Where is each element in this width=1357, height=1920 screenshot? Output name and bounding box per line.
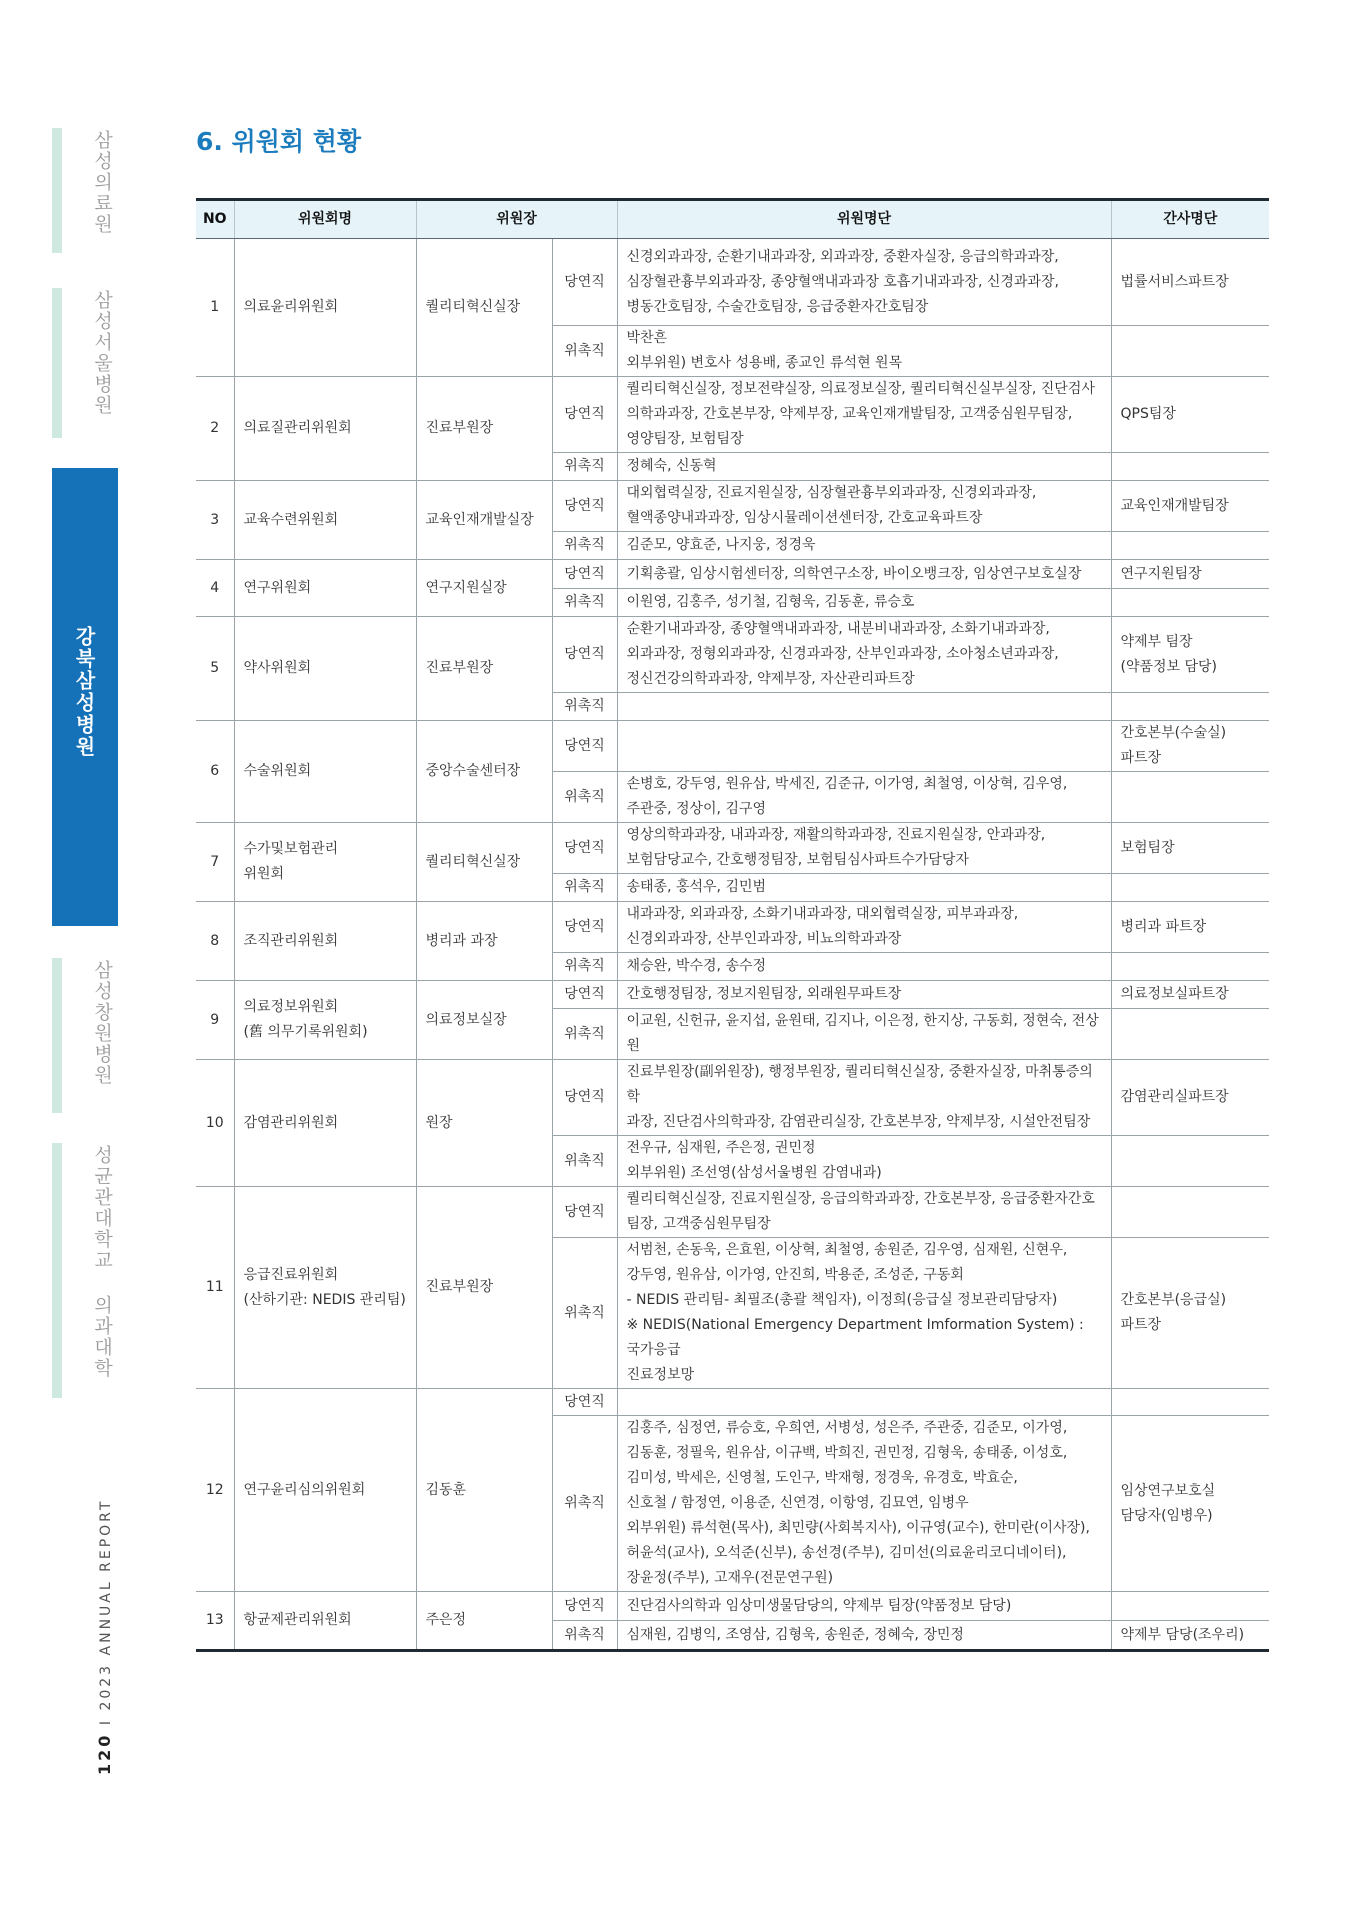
table-row — [196, 1060, 1269, 1136]
table-row — [196, 239, 1269, 326]
cell-chair: 원장 — [416, 1060, 552, 1187]
cell-secretary-appointed — [1111, 1136, 1269, 1187]
sidebar-item-samsung-seoul[interactable] — [52, 288, 118, 438]
cell-type-ex-officio: 당연직 — [552, 823, 617, 874]
sidebar-bar — [52, 1143, 62, 1398]
table-body — [196, 239, 1269, 1651]
table-row — [196, 617, 1269, 693]
cell-secretary-ex-officio — [1111, 1389, 1269, 1416]
cell-committee-name: 조직관리위원회 — [234, 902, 416, 981]
cell-secretary-appointed — [1111, 953, 1269, 981]
cell-chair: 진료부원장 — [416, 1187, 552, 1389]
sidebar-item-label: 삼성서울병원 — [91, 290, 113, 416]
cell-committee-name: 수가및보험관리 위원회 — [234, 823, 416, 902]
cell-no: 6 — [196, 721, 234, 823]
cell-members-ex-officio — [617, 721, 1111, 772]
table-row — [196, 1592, 1269, 1621]
cell-type-ex-officio: 당연직 — [552, 481, 617, 532]
header-members: 위원명단 — [617, 200, 1111, 239]
cell-type-ex-officio: 당연직 — [552, 377, 617, 453]
cell-committee-name: 연구윤리심의위원회 — [234, 1389, 416, 1592]
cell-secretary-appointed — [1111, 772, 1269, 823]
footer-page-report — [95, 1499, 114, 1775]
cell-secretary-appointed — [1111, 1009, 1269, 1060]
sidebar-item-samsung-changwon[interactable] — [52, 958, 118, 1113]
sidebar-item-label: 삼성창원병원 — [91, 960, 113, 1086]
cell-type-ex-officio: 당연직 — [552, 1592, 617, 1621]
cell-chair: 진료부원장 — [416, 617, 552, 721]
cell-type-appointed: 위촉직 — [552, 874, 617, 902]
cell-members-appointed: 채승완, 박수경, 송수정 — [617, 953, 1111, 981]
cell-no: 9 — [196, 981, 234, 1060]
cell-no: 13 — [196, 1592, 234, 1651]
cell-secretary-ex-officio: 약제부 팀장 (약품정보 담당) — [1111, 617, 1269, 693]
cell-committee-name: 응급진료위원회 (산하기관: NEDIS 관리팀) — [234, 1187, 416, 1389]
cell-no: 7 — [196, 823, 234, 902]
cell-secretary-appointed: 간호본부(응급실) 파트장 — [1111, 1238, 1269, 1389]
cell-type-appointed: 위촉직 — [552, 326, 617, 377]
header-no: NO — [196, 200, 234, 239]
sidebar-item-samsung-medical-center[interactable] — [52, 128, 118, 253]
table-header-row — [196, 200, 1269, 239]
cell-secretary-ex-officio — [1111, 1187, 1269, 1238]
table-row — [196, 823, 1269, 874]
cell-secretary-appointed — [1111, 874, 1269, 902]
cell-secretary-ex-officio: 감염관리실파트장 — [1111, 1060, 1269, 1136]
cell-chair: 진료부원장 — [416, 377, 552, 481]
cell-members-ex-officio: 간호행정팀장, 정보지원팀장, 외래원무파트장 — [617, 981, 1111, 1009]
cell-chair: 주은정 — [416, 1592, 552, 1651]
cell-members-ex-officio: 내과과장, 외과과장, 소화기내과과장, 대외협력실장, 피부과과장, 신경외과과장, 산부인과과장, 비뇨의학과과장 — [617, 902, 1111, 953]
cell-type-appointed: 위촉직 — [552, 693, 617, 721]
cell-no: 11 — [196, 1187, 234, 1389]
cell-type-appointed: 위촉직 — [552, 953, 617, 981]
cell-type-ex-officio: 당연직 — [552, 1389, 617, 1416]
cell-chair: 퀄리티혁신실장 — [416, 823, 552, 902]
cell-chair: 의료정보실장 — [416, 981, 552, 1060]
cell-no: 3 — [196, 481, 234, 560]
cell-type-appointed: 위촉직 — [552, 1009, 617, 1060]
sidebar-item-skku-medicine[interactable] — [52, 1143, 118, 1398]
cell-members-appointed: 서범천, 손동욱, 은효원, 이상혁, 최철영, 송원준, 김우영, 심재원, 신현우, 강두영, 원유삼, 이가영, 안진희, 박용준, 조성준, 구동회 - NEDIS 관리팀- 최필조(총괄 책임자), 이정희(응급실 정보관리담당자) ※ NEDIS(National Emergency Department Imformation System) : 국가응급 진료정보망 — [617, 1238, 1111, 1389]
cell-type-ex-officio: 당연직 — [552, 981, 617, 1009]
table-row — [196, 1389, 1269, 1416]
cell-no: 8 — [196, 902, 234, 981]
cell-members-appointed: 송태종, 홍석우, 김민범 — [617, 874, 1111, 902]
table-row — [196, 481, 1269, 532]
committee-table — [196, 198, 1269, 1652]
cell-members-ex-officio: 퀄리티혁신실장, 진료지원실장, 응급의학과과장, 간호본부장, 응급중환자간호 팀장, 고객중심원무팀장 — [617, 1187, 1111, 1238]
cell-members-appointed: 심재원, 김병익, 조영삼, 김형욱, 송원준, 정혜숙, 장민정 — [617, 1621, 1111, 1651]
cell-secretary-appointed — [1111, 532, 1269, 560]
cell-members-appointed: 김홍주, 심정연, 류승호, 우희연, 서병성, 성은주, 주관중, 김준모, 이가영, 김동훈, 정필욱, 원유삼, 이규백, 박희진, 권민정, 김형욱, 송태종, 이성호, 김미성, 박세은, 신영철, 도인구, 박재형, 정경욱, 유경호, 박효순, 신호철 / 함정연, 이용준, 신연경, 이항영, 김묘연, 임병우 외부위원) 류석현(목사), 최민량(사회복지사), 이규영(교수), 한미란(이사장), 허윤석(교사), 오석준(신부), 송선경(주부), 김미선(의료윤리코디네이터), 장윤정(주부), 고재우(전문연구원) — [617, 1416, 1111, 1592]
cell-committee-name: 연구위원회 — [234, 560, 416, 617]
cell-secretary-ex-officio: QPS팀장 — [1111, 377, 1269, 453]
cell-type-ex-officio: 당연직 — [552, 1187, 617, 1238]
cell-no: 1 — [196, 239, 234, 377]
cell-no: 12 — [196, 1389, 234, 1592]
cell-secretary-ex-officio — [1111, 1592, 1269, 1621]
cell-members-ex-officio: 기획총괄, 임상시험센터장, 의학연구소장, 바이오뱅크장, 임상연구보호실장 — [617, 560, 1111, 589]
cell-committee-name: 의료윤리위원회 — [234, 239, 416, 377]
cell-members-ex-officio: 순환기내과과장, 종양혈액내과과장, 내분비내과과장, 소화기내과과장, 외과과장, 정형외과과장, 신경과과장, 산부인과과장, 소아청소년과과장, 정신건강의학과과장, 약제부장, 자산관리파트장 — [617, 617, 1111, 693]
sidebar-bar — [52, 288, 62, 438]
cell-type-ex-officio: 당연직 — [552, 721, 617, 772]
cell-members-appointed: 이교원, 신헌규, 윤지섭, 윤원태, 김지나, 이은정, 한지상, 구동회, 정현숙, 전상원 — [617, 1009, 1111, 1060]
cell-members-ex-officio: 신경외과과장, 순환기내과과장, 외과과장, 중환자실장, 응급의학과과장, 심장혈관흉부외과과장, 종양혈액내과과장 호흡기내과과장, 신경과과장, 병동간호팀장, 수술간호팀장, 응급중환자간호팀장 — [617, 239, 1111, 326]
header-secretary: 간사명단 — [1111, 200, 1269, 239]
report-name: 2023 ANNUAL REPORT — [98, 1498, 114, 1711]
cell-members-ex-officio: 진단검사의학과 임상미생물담당의, 약제부 팀장(약품정보 담당) — [617, 1592, 1111, 1621]
cell-secretary-ex-officio: 법률서비스파트장 — [1111, 239, 1269, 326]
cell-members-appointed — [617, 693, 1111, 721]
cell-no: 5 — [196, 617, 234, 721]
cell-members-appointed: 이원영, 김홍주, 성기철, 김형욱, 김동훈, 류승호 — [617, 589, 1111, 617]
cell-type-appointed: 위촉직 — [552, 1238, 617, 1389]
cell-type-appointed: 위촉직 — [552, 453, 617, 481]
cell-secretary-ex-officio: 간호본부(수술실) 파트장 — [1111, 721, 1269, 772]
page-title: 6. 위원회 현황 — [196, 127, 362, 156]
cell-members-ex-officio: 퀄리티혁신실장, 정보전략실장, 의료정보실장, 퀄리티혁신실부실장, 진단검사 의학과과장, 간호본부장, 약제부장, 교육인재개발팀장, 고객중심원무팀장, 영양팀장, 보험팀장 — [617, 377, 1111, 453]
sidebar-item-label: 강북삼성병원 — [72, 626, 96, 758]
cell-no: 4 — [196, 560, 234, 617]
cell-secretary-appointed — [1111, 589, 1269, 617]
cell-no: 10 — [196, 1060, 234, 1187]
cell-secretary-ex-officio: 의료정보실파트장 — [1111, 981, 1269, 1009]
cell-members-appointed: 박찬흔 외부위원) 변호사 성용배, 종교인 류석현 원목 — [617, 326, 1111, 377]
table-row — [196, 1187, 1269, 1238]
cell-type-ex-officio: 당연직 — [552, 239, 617, 326]
cell-type-appointed: 위촉직 — [552, 1416, 617, 1592]
cell-secretary-appointed — [1111, 693, 1269, 721]
cell-no: 2 — [196, 377, 234, 481]
footer-separator: I — [98, 1718, 114, 1726]
cell-members-appointed: 전우규, 심재원, 주은정, 권민정 외부위원) 조선영(삼성서울병원 감염내과) — [617, 1136, 1111, 1187]
header-chair: 위원장 — [416, 200, 617, 239]
table-row — [196, 377, 1269, 453]
cell-secretary-appointed — [1111, 326, 1269, 377]
cell-secretary-ex-officio: 연구지원팀장 — [1111, 560, 1269, 589]
cell-members-ex-officio — [617, 1389, 1111, 1416]
cell-type-ex-officio: 당연직 — [552, 1060, 617, 1136]
cell-chair: 교육인재개발실장 — [416, 481, 552, 560]
cell-chair: 퀄리티혁신실장 — [416, 239, 552, 377]
cell-committee-name: 항균제관리위원회 — [234, 1592, 416, 1651]
cell-type-ex-officio: 당연직 — [552, 902, 617, 953]
cell-members-ex-officio: 대외협력실장, 진료지원실장, 심장혈관흉부외과과장, 신경외과과장, 혈액종양내과과장, 임상시뮬레이션센터장, 간호교육파트장 — [617, 481, 1111, 532]
cell-members-appointed: 손병호, 강두영, 원유삼, 박세진, 김준규, 이가영, 최철영, 이상혁, 김우영, 주관중, 정상이, 김구영 — [617, 772, 1111, 823]
cell-committee-name: 의료질관리위원회 — [234, 377, 416, 481]
cell-secretary-ex-officio: 병리과 파트장 — [1111, 902, 1269, 953]
sidebar-bar — [52, 958, 62, 1113]
cell-chair: 병리과 과장 — [416, 902, 552, 981]
cell-members-ex-officio: 진료부원장(副위원장), 행정부원장, 퀄리티혁신실장, 중환자실장, 마취통증의학 과장, 진단검사의학과장, 감염관리실장, 간호본부장, 약제부장, 시설안전팀장 — [617, 1060, 1111, 1136]
cell-chair: 연구지원실장 — [416, 560, 552, 617]
table-row — [196, 902, 1269, 953]
page-number: 120 — [95, 1732, 114, 1775]
cell-type-ex-officio: 당연직 — [552, 617, 617, 693]
cell-type-appointed: 위촉직 — [552, 532, 617, 560]
header-committee-name: 위원회명 — [234, 200, 416, 239]
cell-type-appointed: 위촉직 — [552, 589, 617, 617]
cell-type-appointed: 위촉직 — [552, 772, 617, 823]
cell-members-appointed: 정혜숙, 신동혁 — [617, 453, 1111, 481]
cell-committee-name: 약사위원회 — [234, 617, 416, 721]
cell-members-appointed: 김준모, 양효준, 나지웅, 정경욱 — [617, 532, 1111, 560]
cell-type-ex-officio: 당연직 — [552, 560, 617, 589]
cell-committee-name: 수술위원회 — [234, 721, 416, 823]
cell-chair: 중앙수술센터장 — [416, 721, 552, 823]
sidebar-item-kangbuk-samsung[interactable] — [52, 468, 118, 926]
cell-members-ex-officio: 영상의학과과장, 내과과장, 재활의학과과장, 진료지원실장, 안과과장, 보험담당교수, 간호행정팀장, 보험팀심사파트수가담당자 — [617, 823, 1111, 874]
cell-type-appointed: 위촉직 — [552, 1621, 617, 1651]
sidebar-bar — [52, 128, 62, 253]
table-row — [196, 721, 1269, 772]
cell-committee-name: 의료정보위원회 (舊 의무기록위원회) — [234, 981, 416, 1060]
cell-secretary-ex-officio: 보험팀장 — [1111, 823, 1269, 874]
sidebar-item-label: 삼성의료원 — [91, 130, 113, 235]
cell-secretary-ex-officio: 교육인재개발팀장 — [1111, 481, 1269, 532]
table-row — [196, 560, 1269, 589]
sidebar-item-label: 성균관대학교 의과대학 — [91, 1145, 113, 1379]
cell-secretary-appointed — [1111, 453, 1269, 481]
cell-committee-name: 감염관리위원회 — [234, 1060, 416, 1187]
cell-type-appointed: 위촉직 — [552, 1136, 617, 1187]
table-row — [196, 981, 1269, 1009]
cell-secretary-appointed: 약제부 담당(조우리) — [1111, 1621, 1269, 1651]
cell-secretary-appointed: 임상연구보호실 담당자(임병우) — [1111, 1416, 1269, 1592]
cell-chair: 김동훈 — [416, 1389, 552, 1592]
cell-committee-name: 교육수련위원회 — [234, 481, 416, 560]
